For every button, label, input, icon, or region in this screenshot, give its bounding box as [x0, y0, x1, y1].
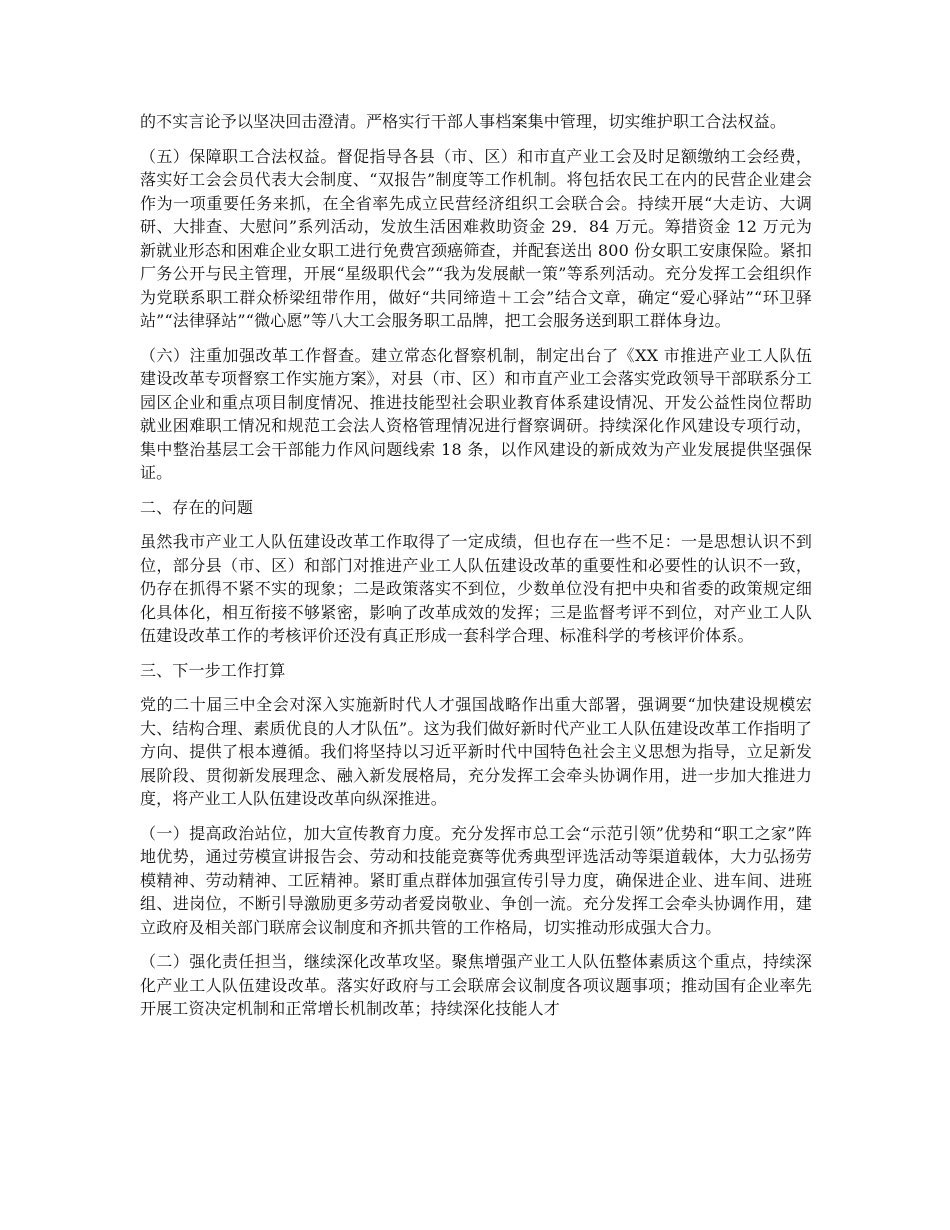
paragraph-section-6: （六）注重加强改革工作督查。建立常态化督察机制，制定出台了《XX 市推进产业工人队伍建设改革专项督察工作实施方案》，对县（市、区）和市直产业工会落实党政领导干部联系分工园区企业和重点项目制度情况、推进技能型社会职业教育体系建设情况、开发公益性岗位帮助就业困难职工情况和规范工会法人资格管理情况进行督察调研。持续深化作风建设专项行动，集中整治基层工会干部能力作风问题线索 18 条，以作风建设的新成效为产业发展提供坚强保证。 — [140, 345, 812, 482]
paragraph-problems: 虽然我市产业工人队伍建设改革工作取得了一定成绩，但也存在一些不足：一是思想认识不到位，部分县（市、区）和部门对推进产业工人队伍建设改革的重要性和必要性的认识不一致，仍存在抓得不紧不实的现象；二是政策落实不到位，少数单位没有把中央和省委的政策规定细化具体化，相互衔接不够紧密，影响了改革成效的发挥；三是监督考评不到位，对产业工人队伍建设改革工作的考核评价还没有真正形成一套科学合理、标准科学的考核评价体系。 — [140, 532, 812, 645]
heading-existing-problems: 二、存在的问题 — [140, 497, 254, 517]
paragraph-step-2: （二）强化责任担当，继续深化改革攻坚。聚焦增强产业工人队伍整体素质这个重点，持续深化产业工人队伍建设改革。落实好政府与工会联席会议制度各项议题事项；推动国有企业率先开展工资决定机制和正常增长机制改革；持续深化技能人才 — [140, 952, 812, 1018]
paragraph-step-1: （一）提高政治站位，加大宣传教育力度。充分发挥市总工会“示范引领”优势和“职工之家”阵地优势，通过劳模宣讲报告会、劳动和技能竞赛等优秀典型评选活动等渠道载体，大力弘扬劳模精神、劳动精神、工匠精神。紧盯重点群体加强宣传引导力度，确保进企业、进车间、进班组、进岗位，不断引导激励更多劳动者爱岗敬业、争创一流。充分发挥工会牵头协调作用，建立政府及相关部门联席会议制度和齐抓共管的工作格局，切实推动形成强大合力。 — [140, 823, 812, 937]
paragraph-next-steps-intro: 党的二十届三中全会对深入实施新时代人才强国战略作出重大部署，强调要“加快建设规模宏大、结构合理、素质优良的人才队伍”。这为我们做好新时代产业工人队伍建设改革工作指明了方向、提供了根本遵循。我们将坚持以习近平新时代中国特色社会主义思想为指导，立足新发展阶段、贯彻新发展理念、融入新发展格局，充分发挥工会牵头协调作用，进一步加大推进力度，将产业工人队伍建设改革向纵深推进。 — [140, 695, 812, 808]
heading-next-steps: 三、下一步工作打算 — [140, 660, 286, 680]
paragraph-section-5: （五）保障职工合法权益。督促指导各县（市、区）和市直产业工会及时足额缴纳工会经费，落实好工会会员代表大会制度、“双报告”制度等工作机制。将包括农民工在内的民营企业建会作为一项重要任务来抓，在全省率先成立民营经济组织工会联合会。持续开展“大走访、大调研、大排查、大慰问”系列活动，发放生活困难救助资金 29．84 万元。筹措资金 12 万元为新就业形态和困难企业女职工进行免费宫颈癌筛查，并配套送出 800 份女职工安康保险。紧扣厂务公开与民主管理，开展“星级职代会”“我为发展献一策”等系列活动。充分发挥工会组织作为党联系职工群众桥梁纽带作用，做好“共同缔造＋工会”结合文章，确定“爱心驿站”“环卫驿站”“法律驿站”“微心愿”等八大工会服务职工品牌，把工会服务送到职工群体身边。 — [140, 146, 812, 330]
paragraph-continuation: 的不实言论予以坚决回击澄清。严格实行干部人事档案集中管理，切实维护职工合法权益。 — [140, 112, 787, 131]
document-body — [140, 110, 812, 1032]
